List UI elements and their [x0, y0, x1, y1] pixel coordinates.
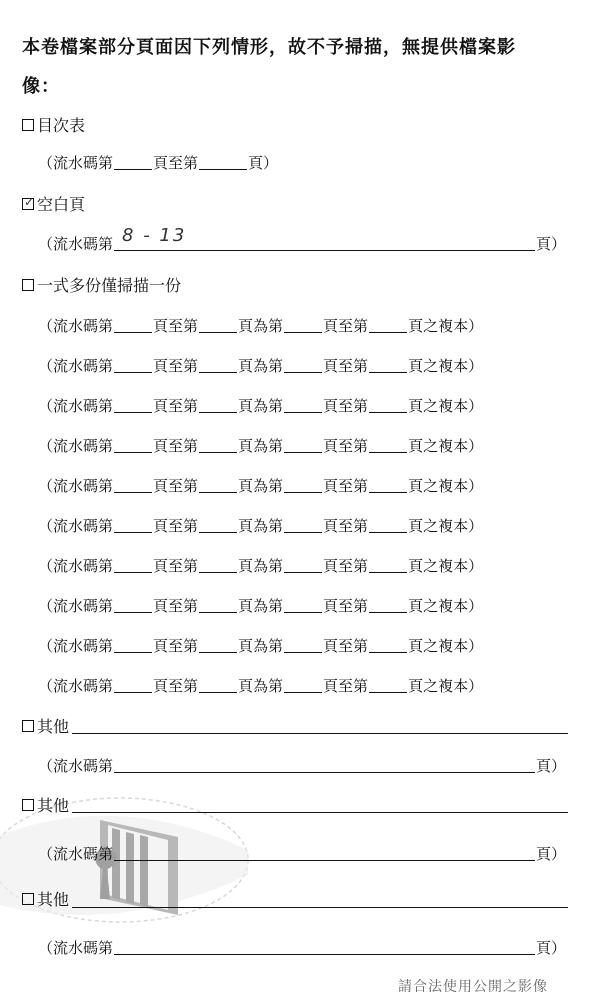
row-text-p3: 頁為第 [238, 677, 284, 695]
checkbox-toc-label: 目次表 [37, 116, 86, 135]
serial-blank-field[interactable] [114, 611, 152, 613]
checkbox-other-3[interactable] [22, 887, 69, 910]
checkbox-other-label: 其他 [37, 796, 70, 815]
other-2-field[interactable] [72, 812, 568, 813]
checkbox-box[interactable] [22, 799, 34, 811]
duplicate-row [38, 595, 483, 616]
serial-range-field[interactable] [114, 859, 535, 861]
row-text-p4: 頁至第 [323, 397, 369, 415]
serial-blank-field[interactable] [284, 371, 322, 373]
serial-range-field[interactable] [114, 953, 535, 955]
serial-blank-field[interactable] [369, 371, 407, 373]
serial-blank-field[interactable] [199, 611, 237, 613]
serial-blank-field[interactable] [199, 651, 237, 653]
serial-blank-field[interactable] [199, 371, 237, 373]
checkbox-other-label: 其他 [37, 890, 70, 909]
row-text-p5: 頁之複本） [408, 597, 484, 615]
checkbox-duplicates[interactable] [22, 273, 181, 296]
checkbox-box-checked[interactable] [22, 194, 35, 210]
serial-blank-field[interactable] [114, 651, 152, 653]
footer-notice: 請合法使用公開之影像 [398, 979, 548, 995]
duplicate-row [38, 315, 483, 336]
serial-blank-field[interactable] [199, 571, 237, 573]
row-text-p4: 頁至第 [323, 677, 369, 695]
other-1-serial-row [38, 755, 566, 776]
serial-blank-field[interactable] [284, 411, 322, 413]
serial-from-field[interactable] [114, 168, 152, 170]
row-text-p3: 頁為第 [238, 357, 284, 375]
handwritten-serial: 8 - 13 [122, 225, 187, 246]
row-prefix: （流水碼第 [38, 757, 114, 775]
serial-blank-field[interactable] [114, 411, 152, 413]
serial-blank-field[interactable] [369, 411, 407, 413]
row-text-p2: 頁至第 [153, 317, 199, 335]
toc-serial-row [38, 152, 298, 173]
row-text-p1: （流水碼第 [38, 477, 114, 495]
row-text-p2: 頁至第 [153, 677, 199, 695]
serial-blank-field[interactable] [114, 491, 152, 493]
row-text-p5: 頁之複本） [408, 437, 484, 455]
row-text-p2: 頁至第 [153, 437, 199, 455]
row-text-p1: （流水碼第 [38, 317, 114, 335]
row-text-p5: 頁之複本） [408, 317, 484, 335]
archive-watermark-logo [0, 795, 250, 935]
row-text-p2: 頁至第 [153, 397, 199, 415]
row-text-p4: 頁至第 [323, 597, 369, 615]
duplicate-row [38, 475, 483, 496]
serial-blank-field[interactable] [284, 571, 322, 573]
row-prefix: （流水碼第 [38, 845, 114, 863]
serial-blank-field[interactable] [284, 531, 322, 533]
serial-blank-field[interactable] [284, 451, 322, 453]
checkbox-toc[interactable] [22, 113, 85, 136]
checkbox-box[interactable] [22, 119, 34, 131]
row-suffix: 頁） [535, 939, 566, 957]
serial-blank-field[interactable] [199, 451, 237, 453]
checkbox-other-1[interactable] [22, 714, 69, 737]
duplicate-row [38, 435, 483, 456]
checkbox-box[interactable] [22, 720, 34, 732]
serial-blank-field[interactable] [369, 491, 407, 493]
serial-blank-field[interactable] [284, 611, 322, 613]
checkbox-box[interactable] [22, 279, 34, 291]
other-3-serial-row [38, 937, 566, 958]
row-text-p5: 頁之複本） [408, 397, 484, 415]
row-text-p1: （流水碼第 [38, 637, 114, 655]
serial-blank-field[interactable] [199, 411, 237, 413]
blank-serial-row [38, 225, 566, 254]
row-text-p1: （流水碼第 [38, 597, 114, 615]
row-text-p1: （流水碼第 [38, 357, 114, 375]
row-text-p1: （流水碼第 [38, 437, 114, 455]
row-suffix: 頁） [535, 845, 566, 863]
serial-blank-field[interactable] [369, 331, 407, 333]
row-text-p3: 頁為第 [238, 597, 284, 615]
row-text-p4: 頁至第 [323, 357, 369, 375]
row-suffix: 頁） [535, 757, 566, 775]
serial-to-field[interactable] [199, 168, 247, 170]
row-prefix: （流水碼第 [38, 235, 114, 253]
other-3-field[interactable] [72, 907, 568, 908]
serial-blank-field[interactable] [284, 691, 322, 693]
row-text-p4: 頁至第 [323, 437, 369, 455]
row-prefix: （流水碼第 [38, 154, 114, 172]
serial-blank-field[interactable] [369, 691, 407, 693]
serial-blank-field[interactable] [114, 371, 152, 373]
checkbox-blank-page[interactable] [22, 192, 85, 215]
checkbox-box[interactable] [22, 893, 34, 905]
row-text-p5: 頁之複本） [408, 557, 484, 575]
serial-blank-field[interactable] [284, 331, 322, 333]
row-text-p3: 頁為第 [238, 557, 284, 575]
row-text-p3: 頁為第 [238, 517, 284, 535]
other-2-serial-row [38, 843, 566, 864]
serial-blank-field[interactable] [199, 531, 237, 533]
serial-blank-field[interactable] [114, 451, 152, 453]
row-text-p3: 頁為第 [238, 317, 284, 335]
row-text-p5: 頁之複本） [408, 517, 484, 535]
row-text-p4: 頁至第 [323, 637, 369, 655]
row-text-p5: 頁之複本） [408, 677, 484, 695]
duplicate-row [38, 675, 483, 696]
row-text-p2: 頁至第 [153, 517, 199, 535]
row-text-p4: 頁至第 [323, 517, 369, 535]
row-text-p5: 頁之複本） [408, 477, 484, 495]
serial-blank-field[interactable] [369, 611, 407, 613]
duplicate-row [38, 395, 483, 416]
row-text-p5: 頁之複本） [408, 357, 484, 375]
checkbox-other-label: 其他 [37, 717, 70, 736]
checkbox-blank-page-label: 空白頁 [37, 195, 86, 214]
row-text-p3: 頁為第 [238, 397, 284, 415]
serial-range-field[interactable] [114, 225, 535, 251]
serial-blank-field[interactable] [114, 571, 152, 573]
serial-blank-field[interactable] [284, 491, 322, 493]
duplicate-row [38, 635, 483, 656]
notice-line-2: 像： [22, 76, 60, 97]
checkbox-duplicates-label: 一式多份僅掃描一份 [37, 276, 182, 295]
row-text-p1: （流水碼第 [38, 517, 114, 535]
row-text-p4: 頁至第 [323, 557, 369, 575]
row-suffix: 頁） [248, 154, 279, 172]
duplicate-row [38, 355, 483, 376]
serial-blank-field[interactable] [284, 651, 322, 653]
row-text-p3: 頁為第 [238, 477, 284, 495]
row-suffix: 頁） [535, 235, 566, 253]
serial-blank-field[interactable] [199, 691, 237, 693]
row-text-p2: 頁至第 [153, 597, 199, 615]
row-text-p4: 頁至第 [323, 317, 369, 335]
row-text-p3: 頁為第 [238, 637, 284, 655]
row-text-p4: 頁至第 [323, 477, 369, 495]
duplicate-row [38, 555, 483, 576]
serial-blank-field[interactable] [114, 691, 152, 693]
row-mid: 頁至第 [153, 154, 199, 172]
serial-blank-field[interactable] [199, 491, 237, 493]
serial-blank-field[interactable] [369, 531, 407, 533]
row-text-p1: （流水碼第 [38, 677, 114, 695]
serial-blank-field[interactable] [114, 531, 152, 533]
row-text-p1: （流水碼第 [38, 557, 114, 575]
row-text-p1: （流水碼第 [38, 397, 114, 415]
notice-line-1: 本卷檔案部分頁面因下列情形，故不予掃描，無提供檔案影 [22, 37, 516, 58]
checkbox-other-2[interactable] [22, 793, 69, 816]
check-mark-icon: ✓ [24, 194, 35, 209]
row-text-p2: 頁至第 [153, 477, 199, 495]
serial-range-field[interactable] [114, 771, 535, 773]
serial-blank-field[interactable] [369, 571, 407, 573]
row-text-p2: 頁至第 [153, 637, 199, 655]
serial-blank-field[interactable] [199, 331, 237, 333]
serial-blank-field[interactable] [369, 451, 407, 453]
row-text-p2: 頁至第 [153, 557, 199, 575]
serial-blank-field[interactable] [369, 651, 407, 653]
duplicate-row [38, 515, 483, 536]
row-prefix: （流水碼第 [38, 939, 114, 957]
row-text-p2: 頁至第 [153, 357, 199, 375]
other-1-field[interactable] [72, 733, 568, 734]
row-text-p5: 頁之複本） [408, 637, 484, 655]
row-text-p3: 頁為第 [238, 437, 284, 455]
serial-blank-field[interactable] [114, 331, 152, 333]
